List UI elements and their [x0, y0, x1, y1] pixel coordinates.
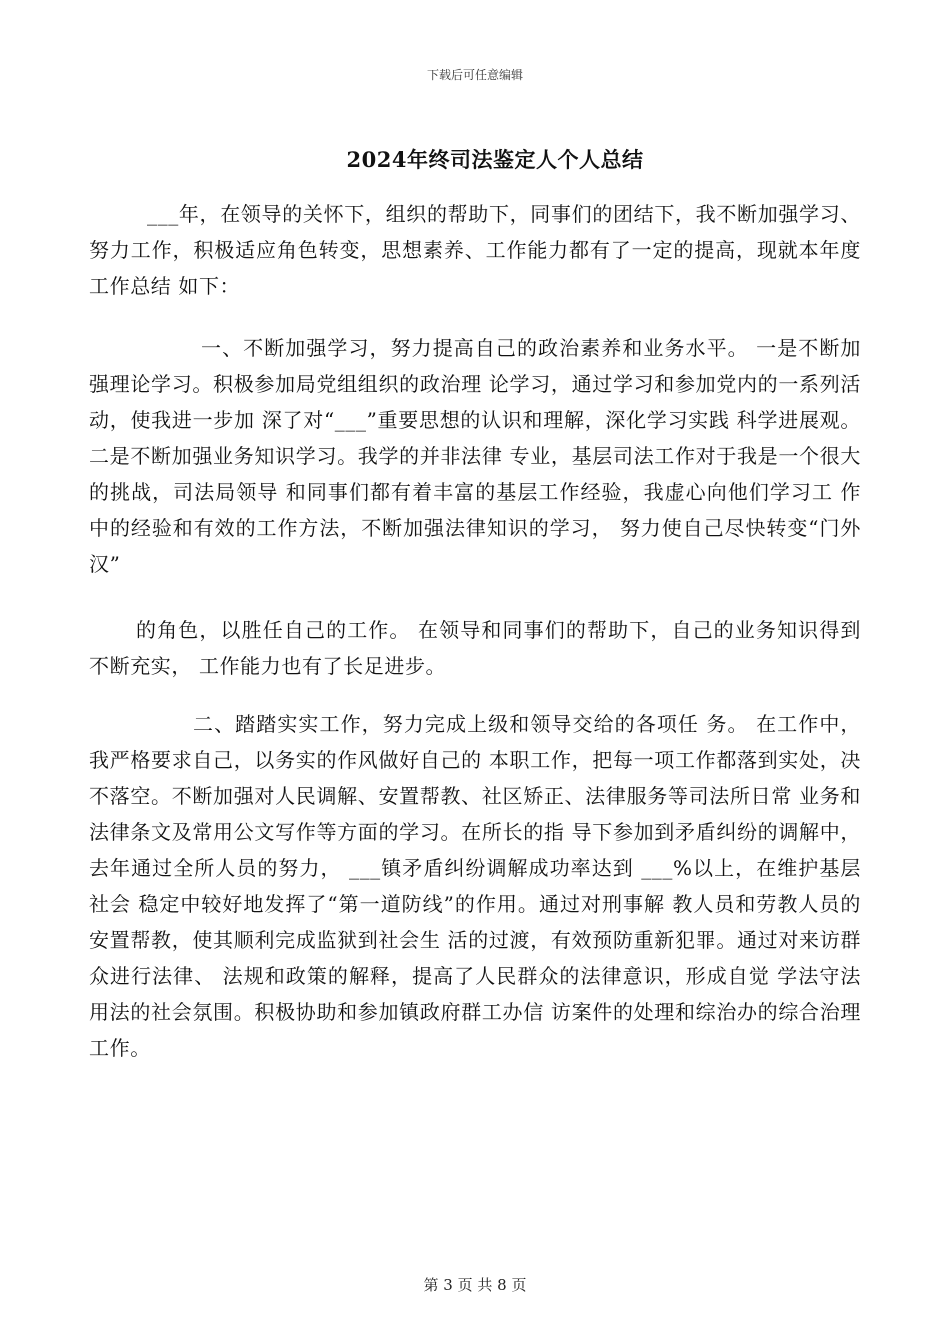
header-note: 下载后可任意编辑 [426, 68, 523, 82]
paragraph-intro: ___年，在领导的关怀下，组织的帮助下，同事们的团结下，我不断加强学习、努力工作，积极适应角色转变，思想素养、工作能力都有了一定的提高，现就本年度工作总结 如下： [89, 202, 861, 298]
document-title: 2024年终司法鉴定人个人总结 [346, 147, 644, 172]
page-number: 第 3 页 共 8 页 [423, 1276, 527, 1294]
paragraph-section-two: 二、踏踏实实工作，努力完成上级和领导交给的各项任 务。 在工作中，我严格要求自己，以务实的作风做好自己的 本职工作，把每一项工作都落到实处，决不落空。不断加强对人民调解、安置帮教、社区矫正、法律服务等司法所日常 业务和法律条文及常用公文写作等方面的学习。在所长的指 导下参加到矛盾纠纷的调解中，去年通过全所人员的努力， ___镇矛盾纠纷调解成功率达到 ___%以上，在维护基层社会 稳定中较好地发挥了“第一道防线”的作用。通过对刑事解 教人员和劳教人员的安置帮教，使其顺利完成监狱到社会生 活的过渡，有效预防重新犯罪。通过对来访群众进行法律、 法规和政策的解释，提高了人民群众的法律意识，形成自觉 学法守法用法的社会氛围。积极协助和参加镇政府群工办信 访案件的处理和综治办的综合治理工作。 [89, 712, 861, 1060]
paragraph-section-one-continued: 的角色，以胜任自己的工作。 在领导和同事们的帮助下，自己的业务知识得到不断充实， 工作能力也有了长足进步。 [89, 618, 861, 678]
paragraph-section-one: 一、不断加强学习，努力提高自己的政治素养和业务水平。 一是不断加强理论学习。积极参加局党组组织的政治理 论学习，通过学习和参加党内的一系列活动，使我进一步加 深了对“___”重要思想的认识和理解，深化学习实践 科学进展观。二是不断加强业务知识学习。我学的并非法律 专业，基层司法工作对于我是一个很大的挑战，司法局领导 和同事们都有着丰富的基层工作经验，我虚心向他们学习工 作中的经验和有效的工作方法，不断加强法律知识的学习， 努力使自己尽快转变“门外汉” [89, 336, 861, 576]
